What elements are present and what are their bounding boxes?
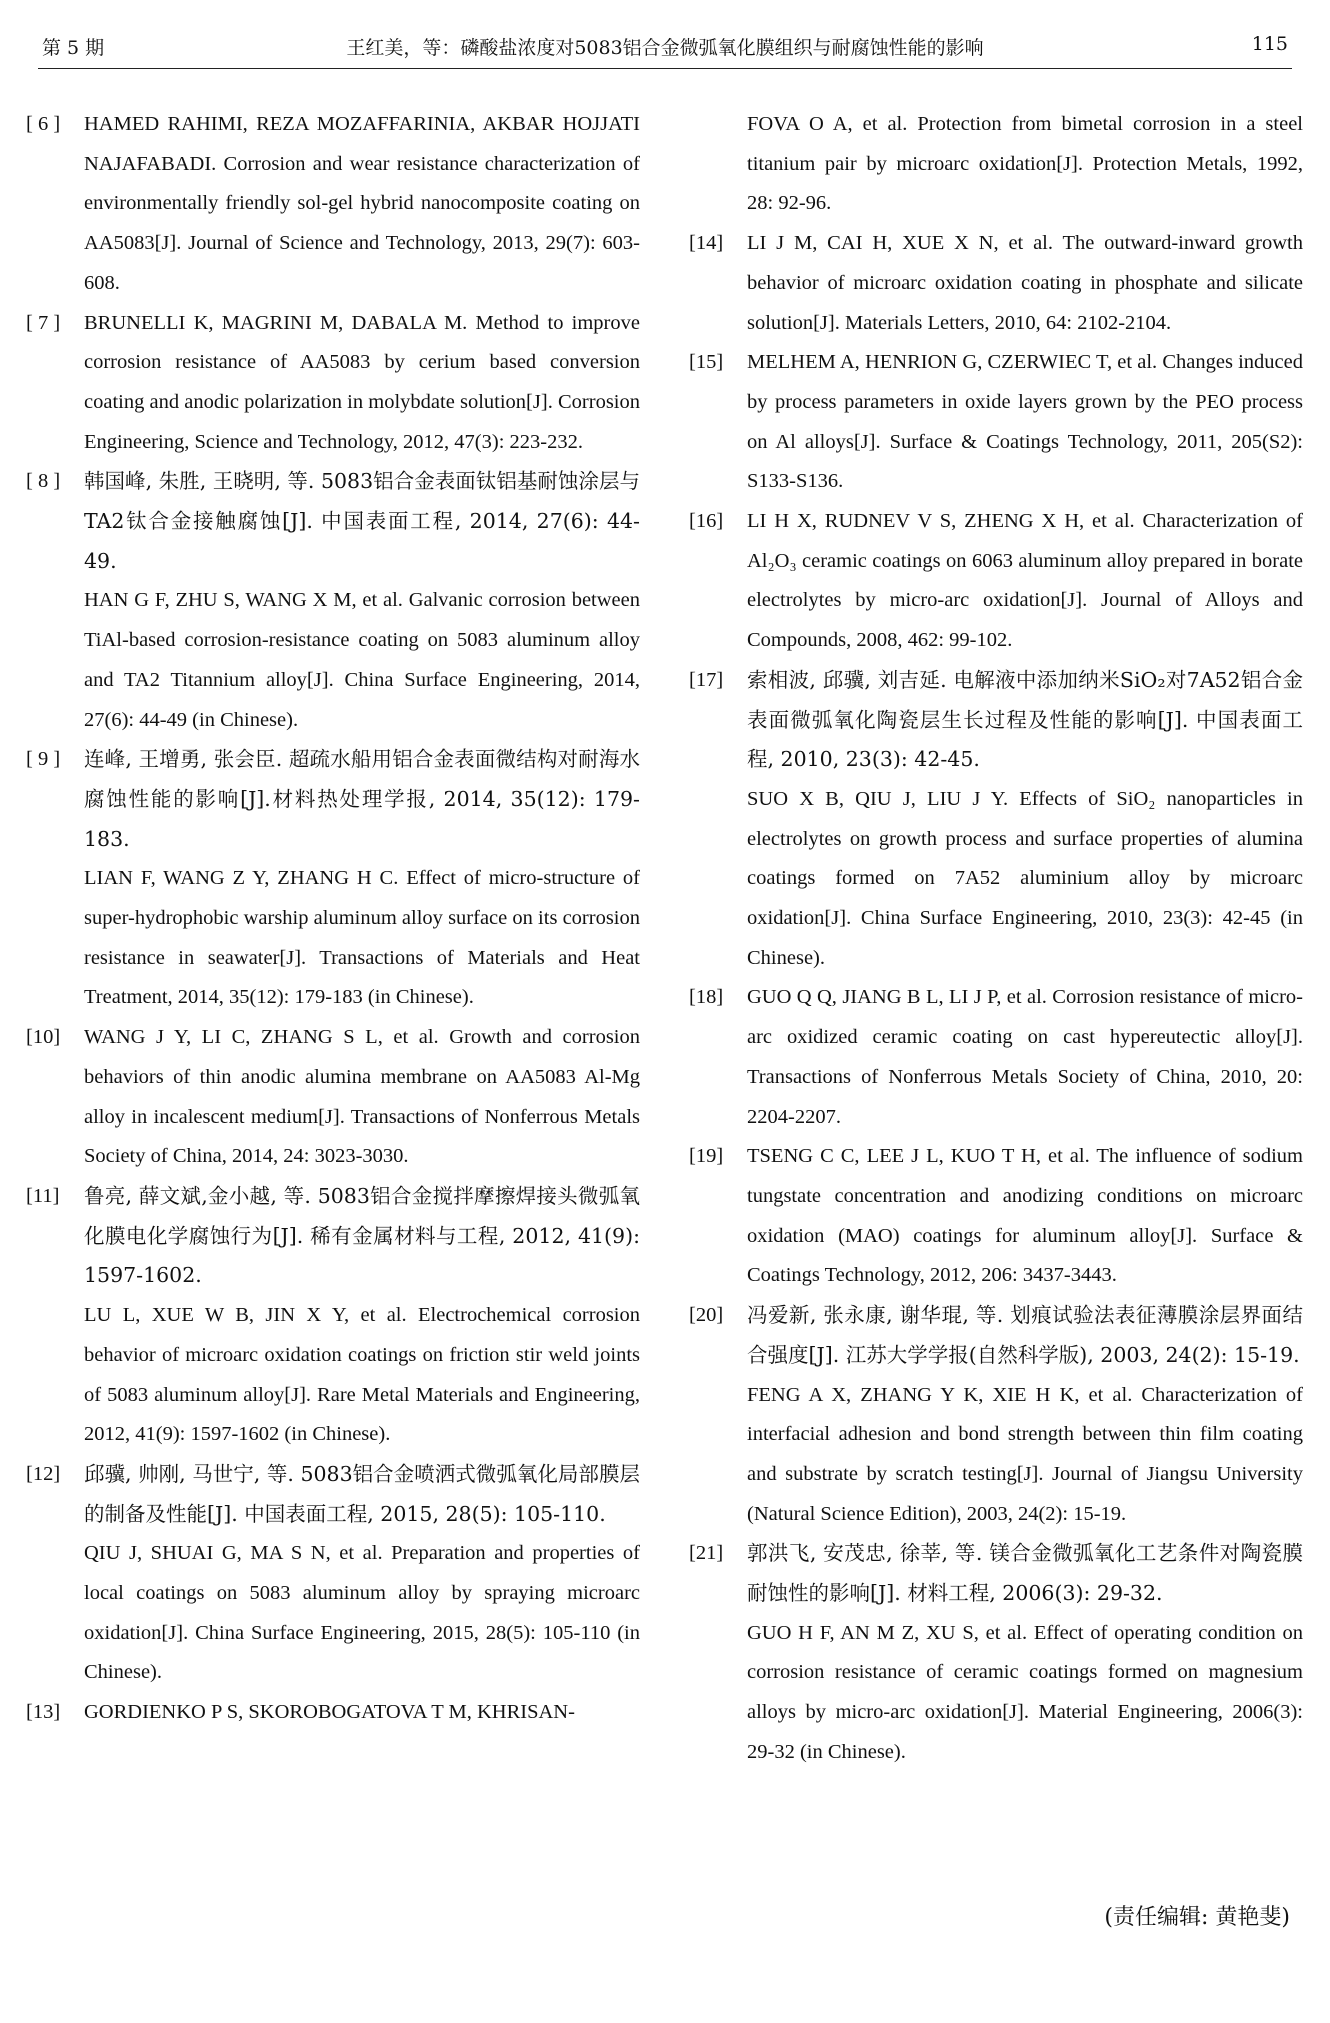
reference-body	[747, 661, 1303, 979]
reference-item	[26, 105, 640, 304]
reference-item	[26, 1018, 640, 1177]
reference-paragraph: BRUNELLI K, MAGRINI M, DABALA M. Method to improve corrosion resistance of AA5083 by cerium based conversion coating and anodic polarization in molybdate solution[J]. Corrosion Engineering, Science and Technology, 2012, 47(3): 223-232.	[84, 311, 640, 453]
reference-paragraph: HAN G F, ZHU S, WANG X M, et al. Galvanic corrosion between TiAl-based corrosion-resistance coating on 5083 aluminum alloy and TA2 Titannium alloy[J]. China Surface Engineering, 2014, 27(6): 44-49 (in Chinese).	[84, 589, 640, 731]
reference-body	[84, 1018, 640, 1177]
reference-item	[689, 502, 1303, 661]
running-title: 王红美，等：磷酸盐浓度对5083铝合金微弧氧化膜组织与耐腐蚀性能的影响	[346, 37, 984, 59]
reference-item	[26, 462, 640, 740]
reference-body	[747, 1137, 1303, 1296]
reference-body	[84, 1693, 640, 1733]
reference-paragraph: GUO H F, AN M Z, XU S, et al. Effect of operating condition on corrosion resistance of ceramic coatings formed on magnesium alloys by micro-arc oxidation[J]. Material Engineering, 2006(3): 29-32 (in Chinese).	[747, 1621, 1303, 1763]
reference-item	[26, 304, 640, 463]
reference-number: [10]	[26, 1026, 61, 1049]
reference-paragraph: LIAN F, WANG Z Y, ZHANG H C. Effect of micro-structure of super-hydrophobic warship aluminum alloy surface on its corrosion resistance in seawater[J]. Transactions of Materials and Heat Treatment, 2014, 35(12): 179-183 (in Chinese).	[84, 867, 640, 1009]
reference-paragraph: QIU J, SHUAI G, MA S N, et al. Preparation and properties of local coatings on 5083 aluminum alloy by spraying microarc oxidation[J]. China Surface Engineering, 2015, 28(5): 105-110 (in Chinese).	[84, 1542, 640, 1684]
issue-number: 第 5 期	[42, 37, 105, 59]
reference-body	[747, 978, 1303, 1137]
reference-number: [15]	[689, 351, 724, 374]
running-header	[38, 28, 1292, 69]
page-number: 115	[1251, 33, 1288, 55]
reference-paragraph: MELHEM A, HENRION G, CZERWIEC T, et al. Changes induced by process parameters in oxide layers grown by the PEO process on Al alloys[J]. Surface & Coatings Technology, 2011, 205(S2): S133-S136.	[747, 351, 1303, 493]
reference-body	[84, 1177, 640, 1455]
reference-paragraph: TSENG C C, LEE J L, KUO T H, et al. The influence of sodium tungstate concentration and anodizing conditions on microarc oxidation (MAO) coatings for aluminum alloy[J]. Surface & Coatings Technology, 2012, 206: 3437-3443.	[747, 1145, 1303, 1287]
left-column	[26, 105, 640, 1733]
reference-paragraph: 郭洪飞, 安茂忠, 徐莘, 等. 镁合金微弧氧化工艺条件对陶瓷膜耐蚀性的影响[J]. 材料工程, 2006(3): 29-32.	[747, 1541, 1303, 1606]
reference-body	[84, 740, 640, 1018]
reference-number: [21]	[689, 1542, 724, 1565]
reference-item	[689, 1534, 1303, 1772]
reference-paragraph: GUO Q Q, JIANG B L, LI J P, et al. Corrosion resistance of micro-arc oxidized ceramic coating on cast hypereutectic alloy[J]. Transactions of Nonferrous Metals Society of China, 2010, 20: 2204-2207.	[747, 986, 1303, 1128]
reference-item	[689, 343, 1303, 502]
reference-number: [ 6 ]	[26, 113, 61, 135]
reference-item	[26, 1693, 640, 1733]
reference-item	[26, 1177, 640, 1455]
reference-paragraph: 韩国峰, 朱胜, 王晓明, 等. 5083铝合金表面钛铝基耐蚀涂层与TA2钛合金接触腐蚀[J]. 中国表面工程, 2014, 27(6): 44-49.	[84, 469, 640, 573]
reference-body	[84, 1455, 640, 1693]
reference-paragraph: WANG J Y, LI C, ZHANG S L, et al. Growth and corrosion behaviors of thin anodic alumina membrane on AA5083 Al-Mg alloy in incalescent medium[J]. Transactions of Nonferrous Metals Society of China, 2014, 24: 3023-3030.	[84, 1026, 640, 1168]
reference-paragraph: FOVA O A, et al. Protection from bimetal corrosion in a steel titanium pair by microarc oxidation[J]. Protection Metals, 1992, 28: 92-96.	[747, 113, 1303, 215]
reference-number: [18]	[689, 986, 724, 1009]
reference-item	[26, 740, 640, 1018]
reference-13-continuation	[747, 105, 1303, 224]
reference-paragraph: 鲁亮, 薛文斌,金小越, 等. 5083铝合金搅拌摩擦焊接头微弧氧化膜电化学腐蚀行为[J]. 稀有金属材料与工程, 2012, 41(9): 1597-1602.	[84, 1183, 640, 1288]
reference-body	[747, 1296, 1303, 1534]
reference-number: [ 8 ]	[26, 470, 61, 493]
reference-number: [13]	[26, 1701, 61, 1724]
right-reference-list	[689, 224, 1303, 1772]
reference-item	[689, 978, 1303, 1137]
reference-item	[689, 224, 1303, 343]
reference-number: [11]	[26, 1184, 60, 1207]
reference-number: [16]	[689, 510, 724, 533]
reference-body	[84, 105, 640, 304]
reference-number: [ 7 ]	[26, 311, 61, 334]
reference-number: [17]	[689, 668, 724, 691]
reference-body	[747, 343, 1303, 502]
reference-item	[689, 1137, 1303, 1296]
reference-item	[26, 1455, 640, 1693]
reference-paragraph: 连峰, 王增勇, 张会臣. 超疏水船用铝合金表面微结构对耐海水腐蚀性能的影响[J].材料热处理学报, 2014, 35(12): 179-183.	[84, 747, 640, 851]
reference-body	[747, 224, 1303, 343]
reference-paragraph: LI J M, CAI H, XUE X N, et al. The outward-inward growth behavior of microarc oxidation coating in phosphate and silicate solution[J]. Materials Letters, 2010, 64: 2102-2104.	[747, 232, 1303, 334]
reference-number: [14]	[689, 232, 724, 255]
reference-body	[84, 304, 640, 463]
reference-body	[84, 462, 640, 740]
reference-number: [19]	[689, 1145, 724, 1168]
reference-paragraph: FENG A X, ZHANG Y K, XIE H K, et al. Characterization of interfacial adhesion and bond strength between thin film coating and substrate by scratch testing[J]. Journal of Jiangsu University (Natural Science Edition), 2003, 24(2): 15-19.	[747, 1383, 1303, 1525]
reference-number: [12]	[26, 1462, 61, 1485]
reference-body	[747, 502, 1303, 661]
reference-paragraph: HAMED RAHIMI, REZA MOZAFFARINIA, AKBAR HOJJATI NAJAFABADI. Corrosion and wear resistance characterization of environmentally friendly sol-gel hybrid nanocomposite coating on AA5083[J]. Journal of Science and Technology, 2013, 29(7): 603-608.	[84, 113, 640, 294]
editor-note: (责任编辑: 黄艳斐)	[1104, 1905, 1290, 1930]
reference-paragraph: LU L, XUE W B, JIN X Y, et al. Electrochemical corrosion behavior of microarc oxidation coatings on friction stir weld joints of 5083 aluminum alloy[J]. Rare Metal Materials and Engineering, 2012, 41(9): 1597-1602 (in Chinese).	[84, 1304, 640, 1446]
reference-number: [ 9 ]	[26, 748, 61, 771]
reference-item	[689, 661, 1303, 979]
reference-paragraph: 冯爱新, 张永康, 谢华琨, 等. 划痕试验法表征薄膜涂层界面结合强度[J]. 江苏大学学报(自然科学版), 2003, 24(2): 15-19.	[747, 1303, 1303, 1367]
reference-paragraph: GORDIENKO P S, SKOROBOGATOVA T M, KHRISAN-	[84, 1701, 575, 1724]
reference-number: [20]	[689, 1304, 724, 1327]
reference-body	[747, 1534, 1303, 1772]
reference-paragraph: 邱骥, 帅刚, 马世宁, 等. 5083铝合金喷洒式微弧氧化局部膜层的制备及性能[J]. 中国表面工程, 2015, 28(5): 105-110.	[84, 1461, 640, 1526]
reference-item	[689, 1296, 1303, 1534]
reference-paragraph: LI H X, RUDNEV V S, ZHENG X H, et al. Characterization of Al₂O₃ ceramic coatings on 6063 aluminum alloy prepared in borate electrolytes by micro-arc oxidation[J]. Journal of Alloys and Compounds, 2008, 462: 99-102.	[747, 510, 1303, 652]
reference-paragraph: SUO X B, QIU J, LIU J Y. Effects of SiO₂ nanoparticles in electrolytes on growth process and surface properties of alumina coatings formed on 7A52 aluminium alloy by microarc oxidation[J]. China Surface Engineering, 2010, 23(3): 42-45 (in Chinese).	[747, 787, 1303, 969]
right-column	[689, 105, 1303, 1773]
reference-paragraph: 索相波, 邱骥, 刘吉延. 电解液中添加纳米SiO₂对7A52铝合金表面微弧氧化陶瓷层生长过程及性能的影响[J]. 中国表面工程, 2010, 23(3): 42-45.	[747, 667, 1303, 772]
